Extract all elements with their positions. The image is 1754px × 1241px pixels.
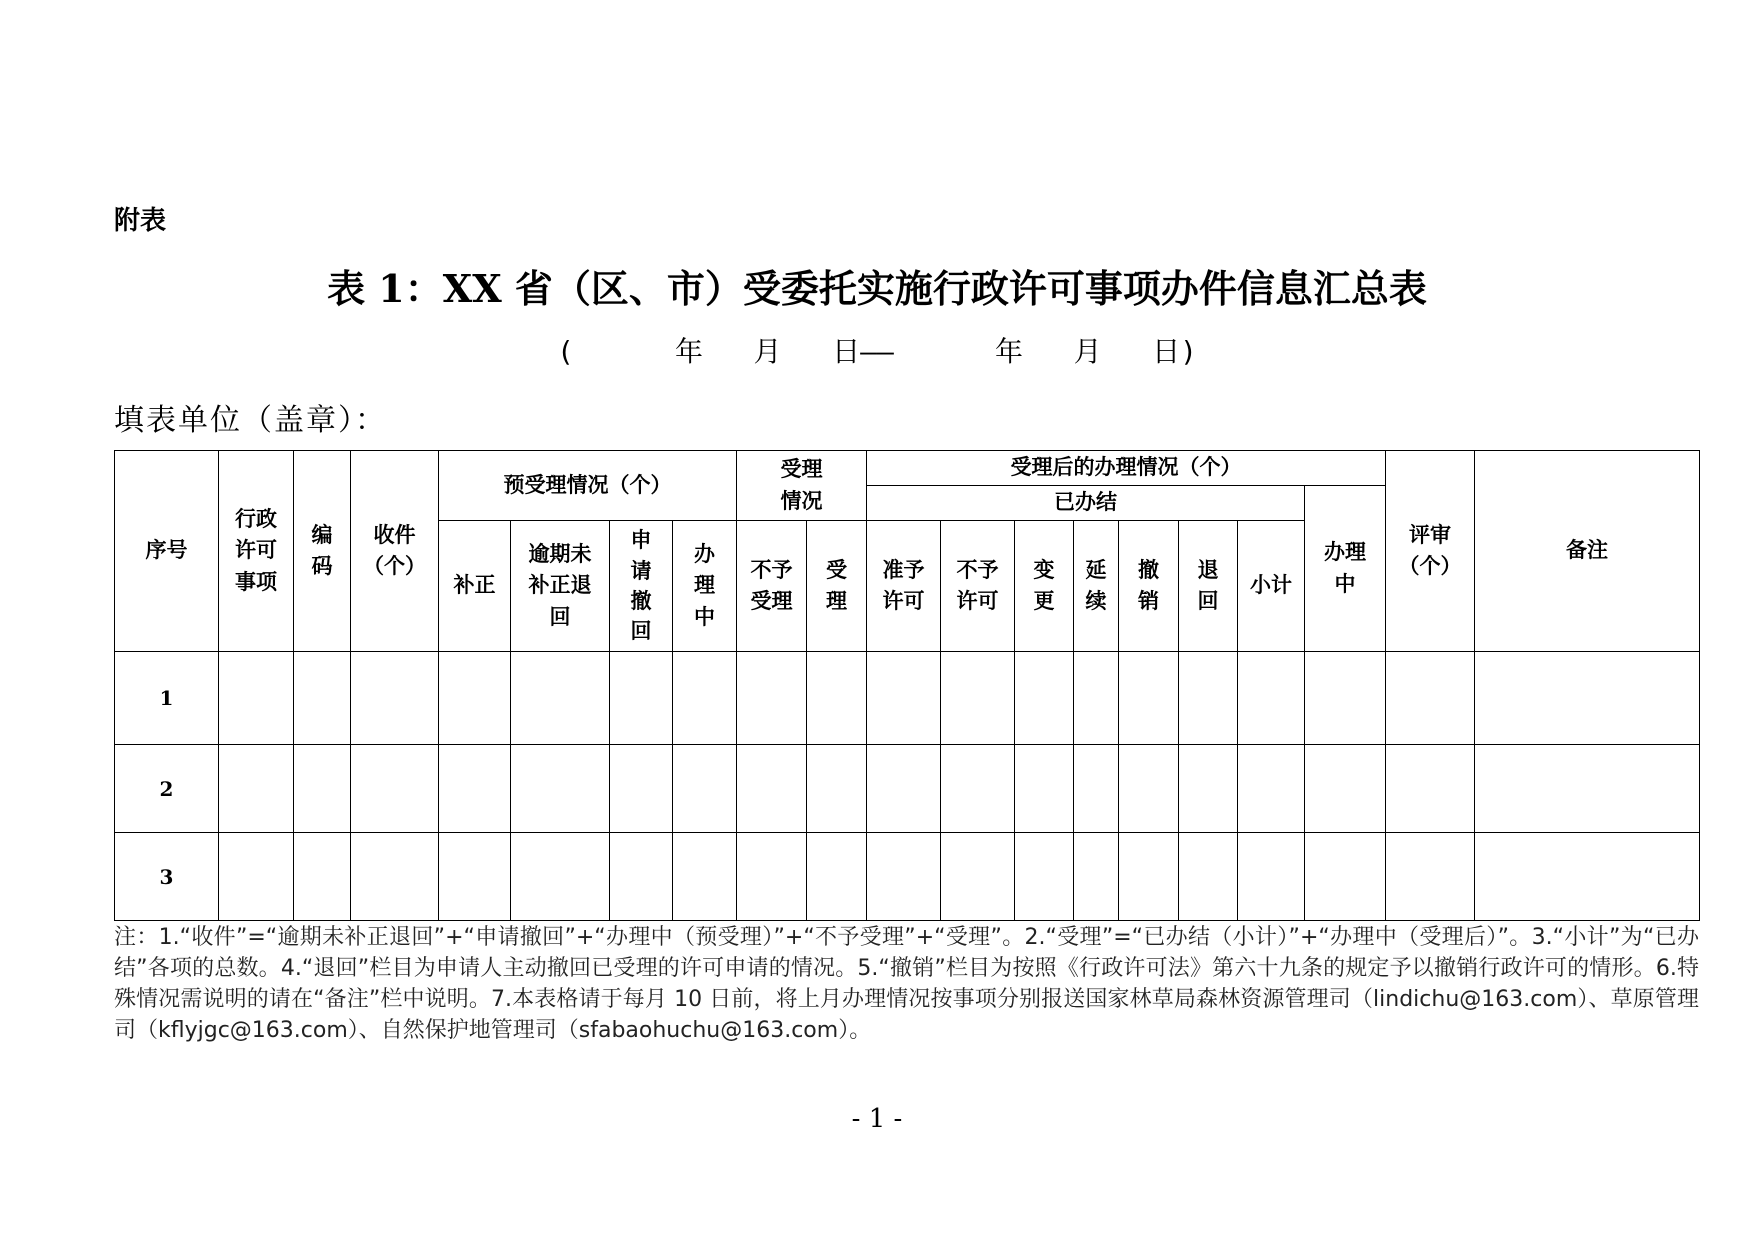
header-code: 编 码 xyxy=(294,451,351,652)
header-in-process-after: 办理 中 xyxy=(1305,486,1386,652)
header-not-accepted: 不予 受理 xyxy=(737,521,807,652)
table-row xyxy=(115,652,1700,745)
header-denied: 不予 许可 xyxy=(941,521,1015,652)
attachment-label: 附表 xyxy=(114,206,167,236)
table-row xyxy=(115,833,1700,921)
row-number: 3 xyxy=(115,833,219,921)
header-revoked: 撤 销 xyxy=(1119,521,1179,652)
header-after-accept: 受理后的办理情况（个） xyxy=(867,451,1386,486)
header-supplement: 补正 xyxy=(439,521,511,652)
header-extended: 延 续 xyxy=(1074,521,1119,652)
header-remarks: 备注 xyxy=(1475,451,1700,652)
header-pre-accept: 预受理情况（个） xyxy=(439,451,737,521)
header-changed: 变 更 xyxy=(1015,521,1074,652)
header-subtotal: 小计 xyxy=(1238,521,1305,652)
summary-table xyxy=(114,450,1700,921)
header-received: 收件 （个） xyxy=(351,451,439,652)
page-number: - 1 - xyxy=(851,1104,903,1134)
row-number: 1 xyxy=(115,652,219,745)
header-accept-status: 受理 情况 xyxy=(737,451,867,521)
table-row xyxy=(115,745,1700,833)
reporting-period: ( 年 月 日—— 年 月 日) xyxy=(556,335,1197,368)
page-title: 表 1：XX 省（区、市）受委托实施行政许可事项办件信息汇总表 xyxy=(327,266,1427,311)
header-accepted: 受 理 xyxy=(807,521,867,652)
row-number: 2 xyxy=(115,745,219,833)
header-seq: 序号 xyxy=(115,451,219,652)
header-item: 行政 许可 事项 xyxy=(219,451,294,652)
fill-unit-label: 填表单位（盖章）： xyxy=(114,403,387,438)
header-review: 评审 （个） xyxy=(1386,451,1475,652)
header-in-process-pre: 办 理 中 xyxy=(673,521,737,652)
table-notes: 注：1.“收件”=“逾期未补正退回”+“申请撤回”+“办理中（预受理）”+“不予受理”+“受理”。2.“受理”=“已办结（小计）”+“办理中（受理后）”。3.“小计”为“已办结”各项的总数。4.“退回”栏目为申请人主动撤回已受理的许可申请的情况。5.“撤销”栏目为按照《行政许可法》第六十九条的规定予以撤销行政许可的情形。6.特殊情况需说明的请在“备注”栏中说明。7.本表格请于每月 10 日前，将上月办理情况按事项分别报送国家林草局森林资源管理司（lindichu@163.com）、草原管理司（kflyjgc@163.com）、自然保护地管理司（sfabaohuchu@163.com）。 xyxy=(114,925,1699,1043)
header-apply-withdraw: 申 请 撤 回 xyxy=(610,521,673,652)
header-returned: 退 回 xyxy=(1179,521,1238,652)
header-concluded: 已办结 xyxy=(867,486,1305,521)
header-approved: 准予 许可 xyxy=(867,521,941,652)
header-overdue-return: 逾期未 补正退 回 xyxy=(511,521,610,652)
